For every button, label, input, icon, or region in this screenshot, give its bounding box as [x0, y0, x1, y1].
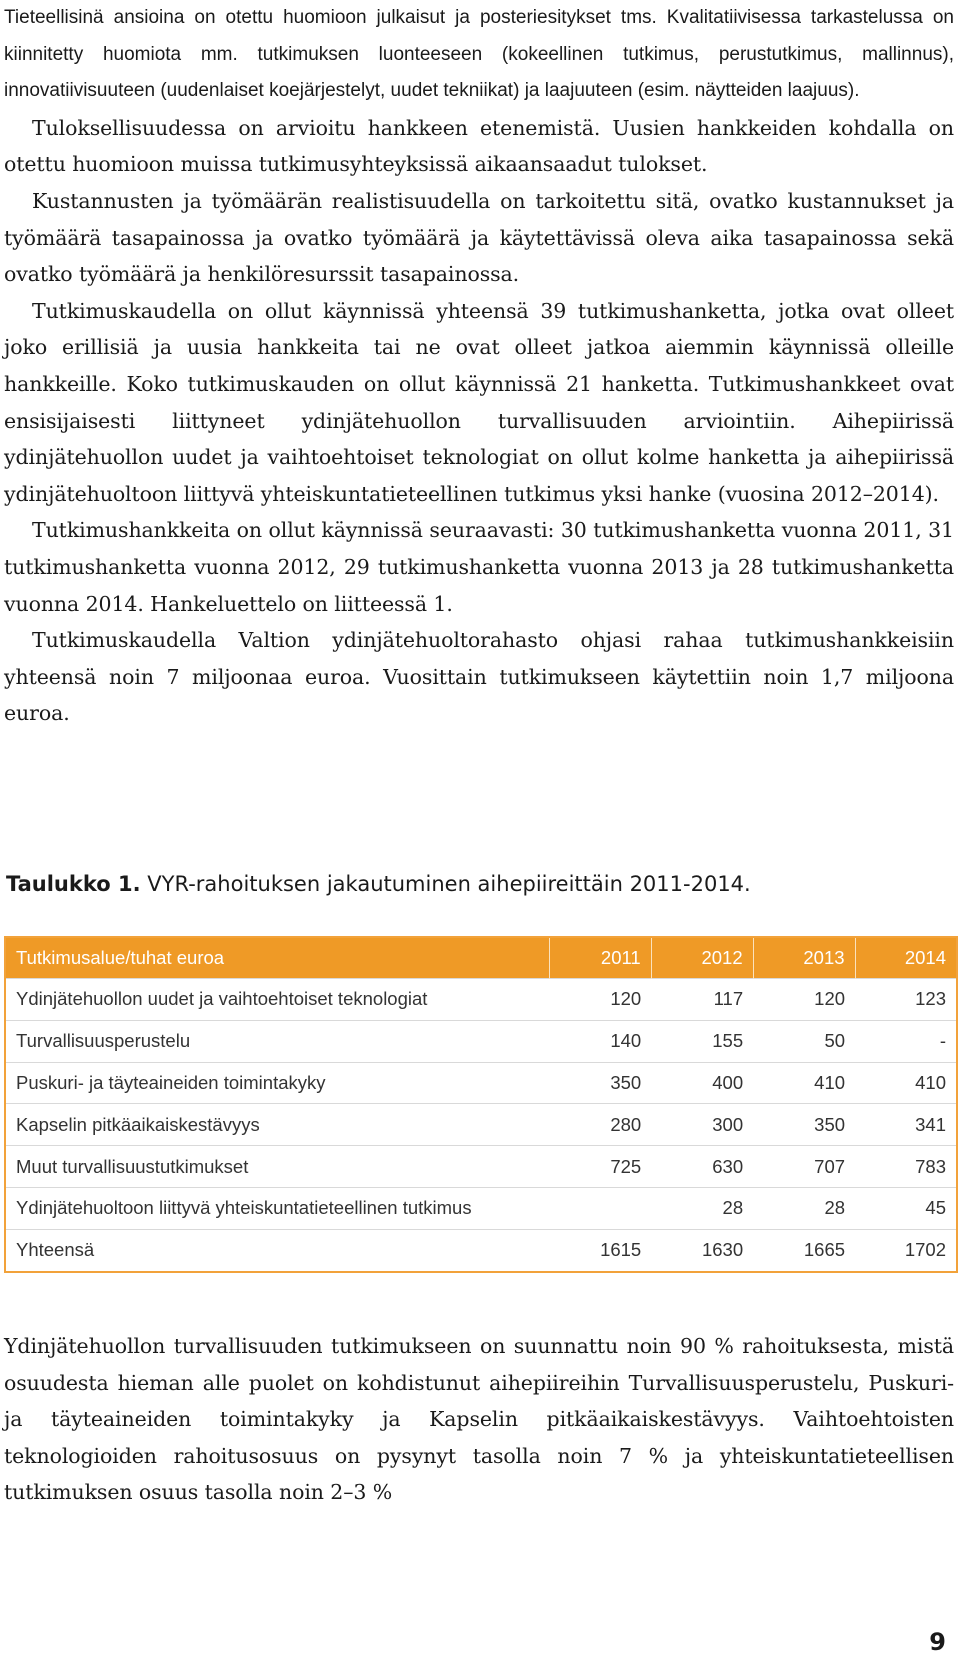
table-caption-text: VYR-rahoituksen jakautuminen aihepiireittäin 2011-2014.	[147, 872, 751, 896]
table-header-year: 2012	[651, 937, 753, 979]
table-cell-value: 350	[753, 1104, 855, 1146]
table-cell-value: -	[855, 1020, 957, 1062]
table-cell-category: Yhteensä	[5, 1229, 549, 1271]
table-cell-value: 28	[651, 1187, 753, 1229]
table-cell-value: 707	[753, 1146, 855, 1188]
body-text-bottom	[4, 1328, 954, 1511]
table-cell-value: 140	[549, 1020, 651, 1062]
table-cell-value: 1665	[753, 1229, 855, 1271]
table-cell-value: 1702	[855, 1229, 957, 1271]
paragraph-costs: Kustannusten ja työmäärän realistisuudella on tarkoitettu sitä, ovatko kustannukset ja työmäärä tasapainossa ja ovatko työmäärä ja käytettävissä oleva aika tasapainossa sekä ovatko työmäärä ja henkilöresurssit tasapainossa.	[4, 188, 954, 287]
table-cell-value: 280	[549, 1104, 651, 1146]
table-cell-value: 725	[549, 1146, 651, 1188]
table-cell-value: 120	[753, 979, 855, 1021]
table-header-row	[5, 937, 957, 979]
page-number: 9	[929, 1628, 946, 1656]
table-cell-category: Ydinjätehuoltoon liittyvä yhteiskuntatieteellinen tutkimus	[5, 1187, 549, 1229]
table-row	[5, 1229, 957, 1271]
paragraph-funding: Tutkimuskaudella Valtion ydinjätehuoltorahasto ohjasi rahaa tutkimushankkeisiin yhteensä noin 7 miljoonaa euroa. Vuosittain tutkimukseen käytettiin noin 1,7 miljoona euroa.	[4, 628, 954, 726]
paragraph-summary: Ydinjätehuollon turvallisuuden tutkimukseen on suunnattu noin 90 % rahoituksesta, mistä osuudesta hieman alle puolet on kohdistunut aihepiireihin Turvallisuusperustelu, Puskuri- ja täyteaineiden toimintakyky ja Kapselin pitkäaikaiskestävyys. Vaihtoehtoisten teknologioiden rahoitusosuus on pysynyt tasolla noin 7 % ja yhteiskuntatieteellisen tutkimuksen osuus tasolla noin 2–3 %	[4, 1334, 954, 1505]
table-cell-category: Puskuri- ja täyteaineiden toimintakyky	[5, 1062, 549, 1104]
table-row	[5, 1187, 957, 1229]
body-text-top	[4, 0, 954, 732]
table-body	[5, 979, 957, 1272]
table-cell-value: 50	[753, 1020, 855, 1062]
table-cell-value: 117	[651, 979, 753, 1021]
table-row	[5, 979, 957, 1021]
table-cell-value: 400	[651, 1062, 753, 1104]
table-cell-value: 123	[855, 979, 957, 1021]
table-header-year: 2013	[753, 937, 855, 979]
table-caption	[6, 872, 751, 896]
funding-table	[4, 936, 958, 1273]
table-cell-value: 120	[549, 979, 651, 1021]
paragraph-research-period: Tutkimuskaudella on ollut käynnissä yhteensä 39 tutkimushanketta, jotka ovat olleet joko erillisiä ja uusia hankkeita tai ne ovat olleet jatkoa aiemmin käynnissä olleille hankkeille. Koko tutkimuskauden on ollut käynnissä 21 hanketta. Tutkimushankkeet ovat ensisijaisesti liittyneet ydinjätehuollon turvallisuuden arviointiin. Aihepiirissä ydinjätehuollon uudet ja vaihtoehtoiset teknologiat on ollut kolme hanketta ja aihepiirissä ydinjätehuoltoon liittyvä yhteiskuntatieteellinen tutkimus yksi hanke (vuosina 2012–2014).	[4, 298, 954, 506]
table-cell-value: 350	[549, 1062, 651, 1104]
table-cell-value: 155	[651, 1020, 753, 1062]
table-cell-value: 1615	[549, 1229, 651, 1271]
table-cell-category: Muut turvallisuustutkimukset	[5, 1146, 549, 1188]
table-cell-category: Kapselin pitkäaikaiskestävyys	[5, 1104, 549, 1146]
table-row	[5, 1104, 957, 1146]
table-row	[5, 1146, 957, 1188]
table-cell-value: 45	[855, 1187, 957, 1229]
table-cell-value: 28	[753, 1187, 855, 1229]
table-cell-category: Turvallisuusperustelu	[5, 1020, 549, 1062]
table-cell-value	[549, 1187, 651, 1229]
paragraph-results: Tuloksellisuudessa on arvioitu hankkeen etenemistä. Uusien hankkeiden kohdalla on otettu huomioon muissa tutkimusyhteyksissä aikaansaadut tulokset.	[4, 115, 954, 177]
table-header-year: 2011	[549, 937, 651, 979]
table-row	[5, 1020, 957, 1062]
table-cell-value: 300	[651, 1104, 753, 1146]
paragraph-scientific-merits: Tieteellisinä ansioina on otettu huomioon julkaisut ja posteriesitykset tms. Kvalitatiivisessa tarkastelussa on kiinnitetty huomiota mm. tutkimuksen luonteeseen (kokeellinen tutkimus, perustutkimus, mallinnus), innovatiivisuuteen (uudenlaiset koejärjestelyt, uudet tekniikat) ja laajuuteen (esim. näytteiden laajuus).	[4, 7, 954, 102]
table-cell-value: 1630	[651, 1229, 753, 1271]
table-cell-value: 783	[855, 1146, 957, 1188]
table-cell-value: 630	[651, 1146, 753, 1188]
table-cell-category: Ydinjätehuollon uudet ja vaihtoehtoiset teknologiat	[5, 979, 549, 1021]
table-row	[5, 1062, 957, 1104]
table-header-category: Tutkimusalue/tuhat euroa	[5, 937, 549, 979]
paragraph-projects-per-year: Tutkimushankkeita on ollut käynnissä seuraavasti: 30 tutkimushanketta vuonna 2011, 31 tutkimushanketta vuonna 2012, 29 tutkimushanketta vuonna 2013 ja 28 tutkimushanketta vuonna 2014. Hankeluettelo on liitteessä 1.	[4, 518, 954, 616]
table-cell-value: 410	[855, 1062, 957, 1104]
table-header-year: 2014	[855, 937, 957, 979]
table-caption-label: Taulukko 1.	[6, 872, 141, 896]
table-cell-value: 341	[855, 1104, 957, 1146]
table-cell-value: 410	[753, 1062, 855, 1104]
